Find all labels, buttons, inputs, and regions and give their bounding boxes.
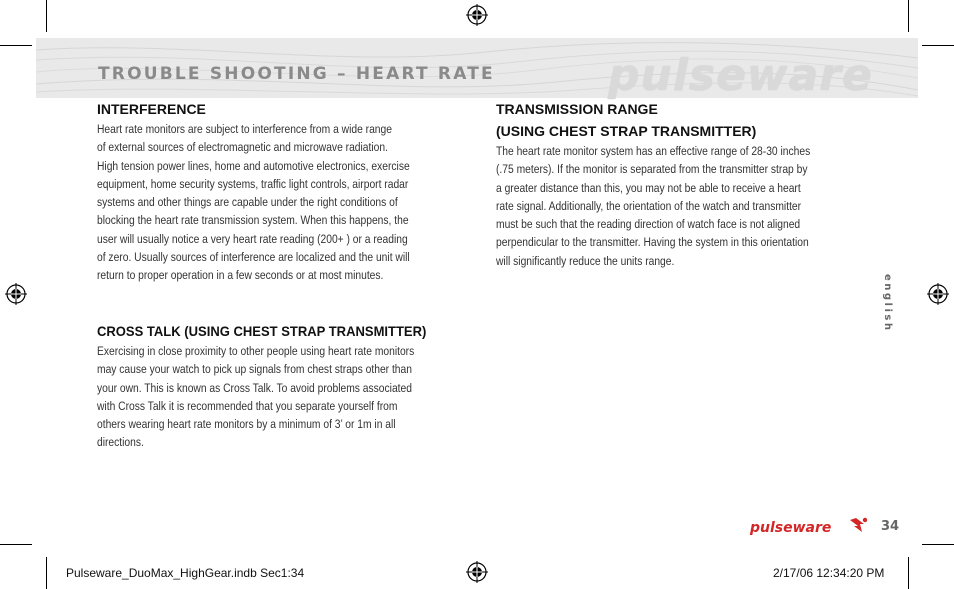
interference-paragraph [97,120,410,285]
text-line: systems and other things are capable under the right conditions of [97,195,398,210]
registration-mark-icon [927,283,949,305]
slug-file-info: Pulseware_DuoMax_HighGear.indb Sec1:34 [66,566,305,580]
slug-date-info: 2/17/06 12:34:20 PM [773,566,885,580]
runner-arrow-icon [848,516,870,534]
interference-heading: INTERFERENCE [97,101,206,117]
text-line: may cause your watch to pick up signals from chest straps other than [97,362,412,377]
text-line: must be such that the reading direction of watch face is not aligned [496,217,801,232]
text-line: rate signal. Additionally, the orientation of the watch and transmitter [496,198,802,213]
transmission-range-heading: TRANSMISSION RANGE [496,101,658,117]
text-line: directions. [97,435,144,450]
crop-mark-top-left-h [0,45,32,46]
registration-mark-icon [5,283,27,305]
crop-mark-bottom-right-h [922,544,954,545]
text-line: return to proper operation in a few seconds or at most minutes. [97,268,384,283]
page-title: TROUBLE SHOOTING – HEART RATE [98,64,495,84]
text-line: Heart rate monitors are subject to interference from a wide range [97,122,392,136]
crop-mark-top-right-h [922,45,954,46]
text-line: blocking the heart rate transmission system. When this happens, the [97,213,409,228]
text-line: will significantly reduce the units range. [496,253,675,268]
crop-mark-top-right-v [908,0,909,32]
text-line: a greater distance than this, you may not be able to receive a heart [496,180,801,195]
text-line: equipment, home security systems, traffic light controls, airport radar [97,176,409,191]
text-line: High tension power lines, home and automotive electronics, exercise [97,158,410,173]
text-line: Exercising in close proximity to other people using heart rate monitors [97,344,415,358]
crop-mark-top-left-v [46,0,47,32]
crop-mark-bottom-right-v [908,557,909,589]
text-line: The heart rate monitor system has an effective range of 28-30 inches [496,144,811,158]
text-line: of zero. Usually sources of interference are localized and the unit will [97,250,410,265]
transmission-range-paragraph [496,142,810,270]
text-line: others wearing heart rate monitors by a minimum of 3’ or 1m in all [97,417,396,432]
text-line: user will usually notice a very heart rate reading (200+ ) or a reading [97,231,408,246]
registration-mark-icon [466,4,488,26]
page-number: 34 [881,519,900,534]
text-line: (.75 meters). If the monitor is separated from the transmitter strap by [496,162,808,177]
registration-mark-icon [466,561,488,583]
crop-mark-bottom-left-v [46,557,47,589]
transmission-range-subheading: (USING CHEST STRAP TRANSMITTER) [496,123,757,139]
crop-mark-bottom-left-h [0,544,32,545]
cross-talk-paragraph [97,342,414,452]
text-line: of external sources of electromagnetic and microwave radiation. [97,140,388,155]
text-line: perpendicular to the transmitter. Having the system in this orientation [496,235,809,250]
cross-talk-heading: CROSS TALK (USING CHEST STRAP TRANSMITTER) [97,323,427,339]
language-tab: english [882,274,893,333]
text-line: your own. This is known as Cross Talk. To avoid problems associated [97,380,412,395]
text-line: with Cross Talk it is recommended that you separate yourself from [97,398,398,413]
banner-watermark-logo: pulseware [608,50,873,101]
footer-logo: pulseware [750,520,832,536]
